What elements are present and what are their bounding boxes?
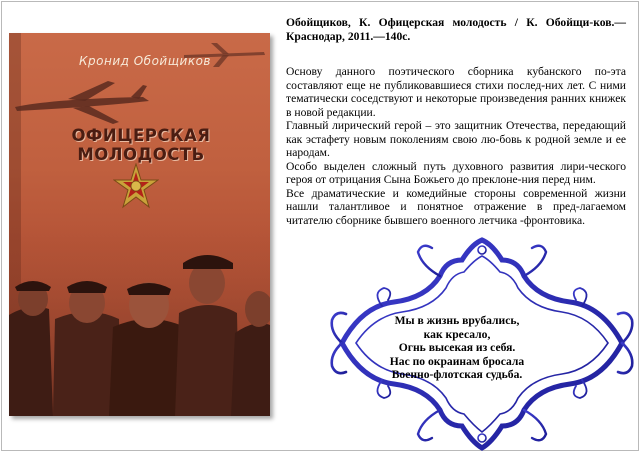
order-star-icon xyxy=(113,163,159,209)
cover-title: ОФИЦЕРСКАЯ МОЛОДОСТЬ xyxy=(71,126,211,164)
cover-author: Кронид Обойщиков xyxy=(79,54,211,68)
poem-line: Огнь высекая из себя. xyxy=(398,341,516,355)
bomber-plane xyxy=(13,77,153,127)
bibliographic-heading: Обойщиков, К. Офицерская молодость / К. Обойщи-ков.—Краснодар, 2011.—140с. xyxy=(286,16,626,43)
book-cover xyxy=(9,33,270,416)
description-paragraph: Главный лирический герой – это защитник Отечества, передающий как эстафету новым поколениям свою лю-бовь к родной земле и ее народам. xyxy=(286,119,626,159)
book-description xyxy=(286,16,626,227)
poem-line: Военно-флотская судьба. xyxy=(391,368,523,382)
poem-line: Нас по окраинам бросала xyxy=(389,354,525,368)
soldiers-photo xyxy=(9,223,270,416)
poem-line: как кресало, xyxy=(423,327,491,341)
description-paragraph: Особо выделен сложный путь духовного развития лири-ческого героя от отрицания Сына Божьего до преклоне-ния перед ним. xyxy=(286,159,626,186)
description-paragraph: Основу данного поэтического сборника кубанского по-эта составляют еще не публиковавшиеся стихи послед-них лет. С ними тематически соседствуют и некоторые произведения ранних книжек в новой редакции. xyxy=(286,65,626,119)
poem-line: Мы в жизнь врубались, xyxy=(394,314,520,327)
description-paragraph: Все драматические и комедийные стороны современной жизни нашли талантливое и понятное отражение в пред-лагаемом читателю сборнике бывшего военного летчика -фронтовика. xyxy=(286,186,626,227)
poem-excerpt xyxy=(352,314,562,382)
